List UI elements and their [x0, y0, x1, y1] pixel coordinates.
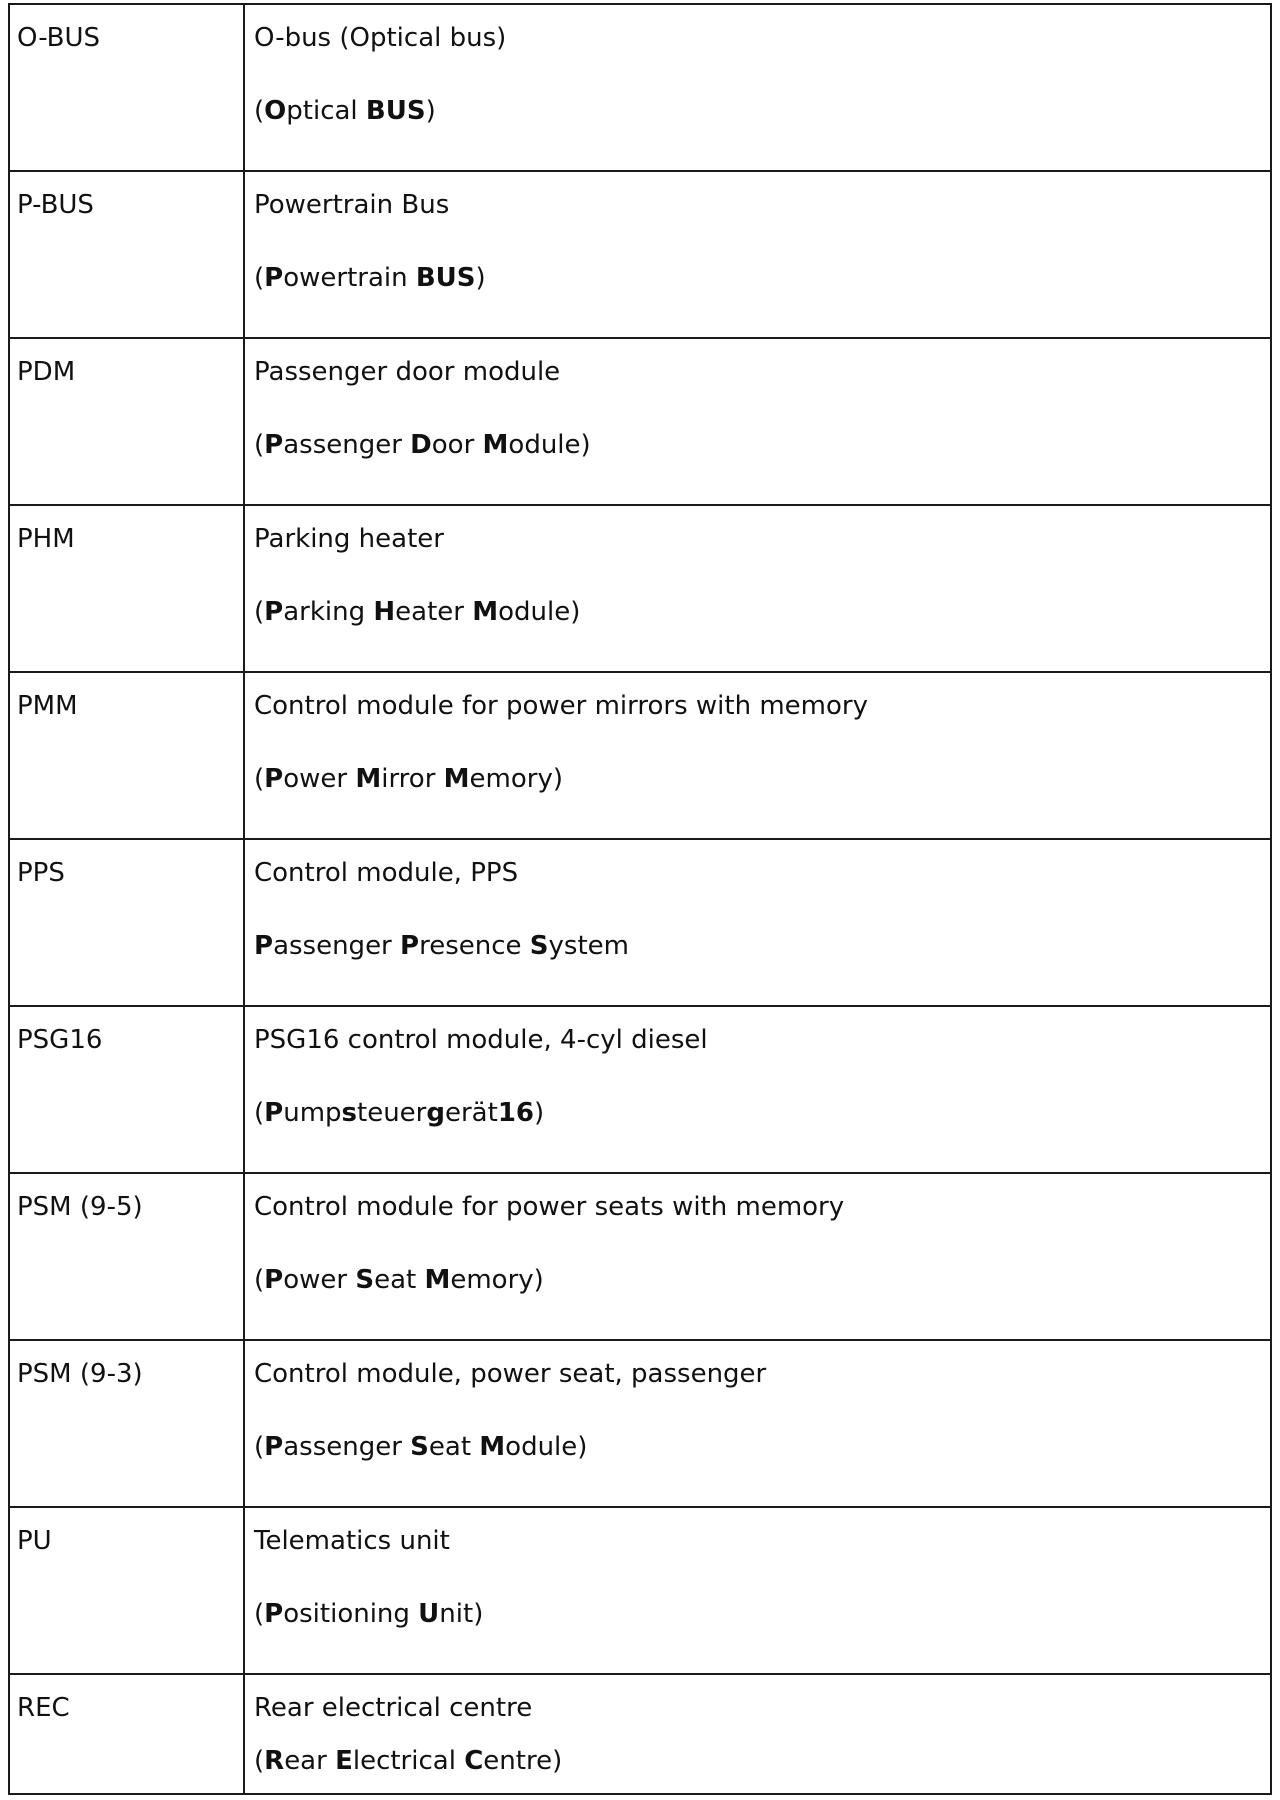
description-cell: [244, 672, 1271, 839]
description-text: Rear electrical centre: [254, 1693, 533, 1723]
expansion-initial: P: [264, 263, 284, 294]
abbreviation-cell: [9, 672, 244, 839]
expansion-text: [245, 221, 1270, 294]
expansion-fragment: (: [254, 1599, 265, 1630]
expansion-initial: P: [254, 931, 274, 962]
expansion-fragment: (: [254, 430, 265, 461]
expansion-initial: S: [355, 1265, 375, 1296]
description-text: O-bus (Optical bus): [254, 23, 507, 53]
description-cell: [244, 1507, 1271, 1674]
expansion-fragment: odule): [508, 430, 591, 461]
abbreviation-text: REC: [17, 1693, 70, 1723]
abbreviation-text: PDM: [17, 357, 76, 387]
expansion-fragment: lectrical: [352, 1746, 465, 1777]
abbreviation-table-body: [9, 4, 1271, 1794]
expansion-initial: M: [355, 764, 382, 795]
expansion-text: [245, 388, 1270, 461]
expansion-initial: P: [264, 1098, 284, 1129]
abbreviation-text: PPS: [17, 858, 65, 888]
expansion-initial: E: [335, 1746, 353, 1777]
abbreviation-cell: [9, 1674, 244, 1794]
expansion-initial: S: [410, 1432, 429, 1463]
expansion-fragment: emory): [450, 1265, 544, 1296]
abbreviation-cell: [9, 1173, 244, 1340]
expansion-fragment: ower: [283, 1265, 356, 1296]
expansion-initial: s: [341, 1098, 358, 1129]
expansion-initial: P: [264, 1432, 284, 1463]
expansion-fragment: assenger: [283, 430, 411, 461]
description-text: Parking heater: [254, 524, 444, 554]
abbreviation-cell: [9, 1006, 244, 1173]
expansion-fragment: eat: [374, 1265, 425, 1296]
table-row: [9, 505, 1271, 672]
expansion-initial: M: [472, 597, 499, 628]
expansion-fragment: emory): [469, 764, 563, 795]
description-text: PSG16 control module, 4-cyl diesel: [254, 1025, 708, 1055]
expansion-fragment: (: [254, 263, 265, 294]
expansion-fragment: nit): [439, 1599, 484, 1630]
expansion-fragment: (: [254, 597, 265, 628]
description-text: Control module, power seat, passenger: [254, 1359, 767, 1389]
abbreviation-cell: [9, 1340, 244, 1507]
abbreviation-text: PU: [17, 1526, 52, 1556]
expansion-fragment: owertrain: [283, 263, 416, 294]
expansion-initial: BUS: [415, 263, 476, 294]
expansion-initial: g: [426, 1098, 445, 1129]
expansion-initial: M: [479, 1432, 506, 1463]
description-cell: [244, 839, 1271, 1006]
expansion-initial: H: [373, 597, 396, 628]
expansion-fragment: arking: [283, 597, 374, 628]
abbreviation-text: PSM (9-3): [17, 1359, 143, 1389]
expansion-fragment: assenger: [283, 1432, 411, 1463]
expansion-fragment: erät: [445, 1098, 498, 1129]
description-cell: [244, 4, 1271, 171]
expansion-initial: BUS: [365, 96, 426, 127]
expansion-fragment: resence: [419, 931, 530, 962]
expansion-initial: P: [400, 931, 420, 962]
description-cell: [244, 1340, 1271, 1507]
expansion-initial: R: [264, 1746, 285, 1777]
description-cell: [244, 1006, 1271, 1173]
description-cell: [244, 338, 1271, 505]
expansion-fragment: ): [475, 263, 486, 294]
expansion-initial: M: [443, 764, 470, 795]
abbreviation-cell: [9, 338, 244, 505]
expansion-text: [245, 1724, 1270, 1777]
table-row: [9, 171, 1271, 338]
abbreviation-cell: [9, 4, 244, 171]
expansion-fragment: (: [254, 96, 265, 127]
description-text: Control module, PPS: [254, 858, 519, 888]
expansion-initial: M: [482, 430, 509, 461]
expansion-fragment: assenger: [273, 931, 401, 962]
expansion-text: [245, 1056, 1270, 1129]
description-text: Control module for power mirrors with memory: [254, 691, 868, 721]
expansion-fragment: (: [254, 1098, 265, 1129]
expansion-initial: P: [264, 1599, 284, 1630]
table-row: [9, 1173, 1271, 1340]
expansion-fragment: (: [254, 764, 265, 795]
abbreviation-cell: [9, 839, 244, 1006]
abbreviation-text: PMM: [17, 691, 78, 721]
expansion-fragment: ): [534, 1098, 545, 1129]
expansion-fragment: irror: [381, 764, 444, 795]
expansion-fragment: (: [254, 1265, 265, 1296]
expansion-initial: P: [264, 1265, 284, 1296]
abbreviation-cell: [9, 1507, 244, 1674]
description-text: Passenger door module: [254, 357, 561, 387]
expansion-fragment: eater: [395, 597, 473, 628]
expansion-fragment: ower: [283, 764, 356, 795]
expansion-fragment: teuer: [357, 1098, 427, 1129]
abbreviation-text: PSG16: [17, 1025, 103, 1055]
expansion-fragment: ear: [284, 1746, 336, 1777]
expansion-fragment: odule): [498, 597, 581, 628]
expansion-initial: U: [418, 1599, 440, 1630]
table-row: [9, 672, 1271, 839]
description-cell: [244, 1173, 1271, 1340]
expansion-fragment: entre): [483, 1746, 563, 1777]
expansion-text: [245, 889, 1270, 962]
abbreviation-text: P-BUS: [17, 190, 94, 220]
table-row: [9, 1507, 1271, 1674]
expansion-fragment: odule): [505, 1432, 588, 1463]
table-row: [9, 1006, 1271, 1173]
description-text: Telematics unit: [254, 1526, 450, 1556]
expansion-fragment: oor: [431, 430, 483, 461]
expansion-initial: 16: [497, 1098, 534, 1129]
description-cell: [244, 505, 1271, 672]
expansion-initial: C: [464, 1746, 484, 1777]
table-row: [9, 839, 1271, 1006]
table-row: [9, 1340, 1271, 1507]
expansion-text: [245, 54, 1270, 127]
expansion-initial: P: [264, 430, 284, 461]
description-text: Control module for power seats with memory: [254, 1192, 845, 1222]
expansion-fragment: ystem: [548, 931, 629, 962]
expansion-fragment: ump: [283, 1098, 342, 1129]
expansion-initial: P: [264, 597, 284, 628]
expansion-fragment: ): [425, 96, 436, 127]
expansion-text: [245, 1390, 1270, 1463]
expansion-fragment: (: [254, 1432, 265, 1463]
abbreviation-text: PSM (9-5): [17, 1192, 143, 1222]
expansion-fragment: ositioning: [283, 1599, 419, 1630]
expansion-text: [245, 555, 1270, 628]
expansion-text: [245, 1223, 1270, 1296]
abbreviation-text: O-BUS: [17, 23, 101, 53]
abbreviation-text: PHM: [17, 524, 75, 554]
expansion-initial: D: [410, 430, 432, 461]
expansion-initial: P: [264, 764, 284, 795]
abbreviation-cell: [9, 505, 244, 672]
expansion-initial: S: [529, 931, 549, 962]
expansion-fragment: ptical: [286, 96, 366, 127]
abbreviation-table: [8, 3, 1272, 1795]
description-text: Powertrain Bus: [254, 190, 450, 220]
description-cell: [244, 171, 1271, 338]
expansion-fragment: (: [254, 1746, 265, 1777]
expansion-fragment: eat: [428, 1432, 480, 1463]
abbreviation-cell: [9, 171, 244, 338]
expansion-initial: M: [424, 1265, 451, 1296]
table-row: [9, 1674, 1271, 1794]
expansion-initial: O: [264, 96, 287, 127]
description-cell: [244, 1674, 1271, 1794]
table-row: [9, 4, 1271, 171]
expansion-text: [245, 1557, 1270, 1630]
table-row: [9, 338, 1271, 505]
expansion-text: [245, 722, 1270, 795]
